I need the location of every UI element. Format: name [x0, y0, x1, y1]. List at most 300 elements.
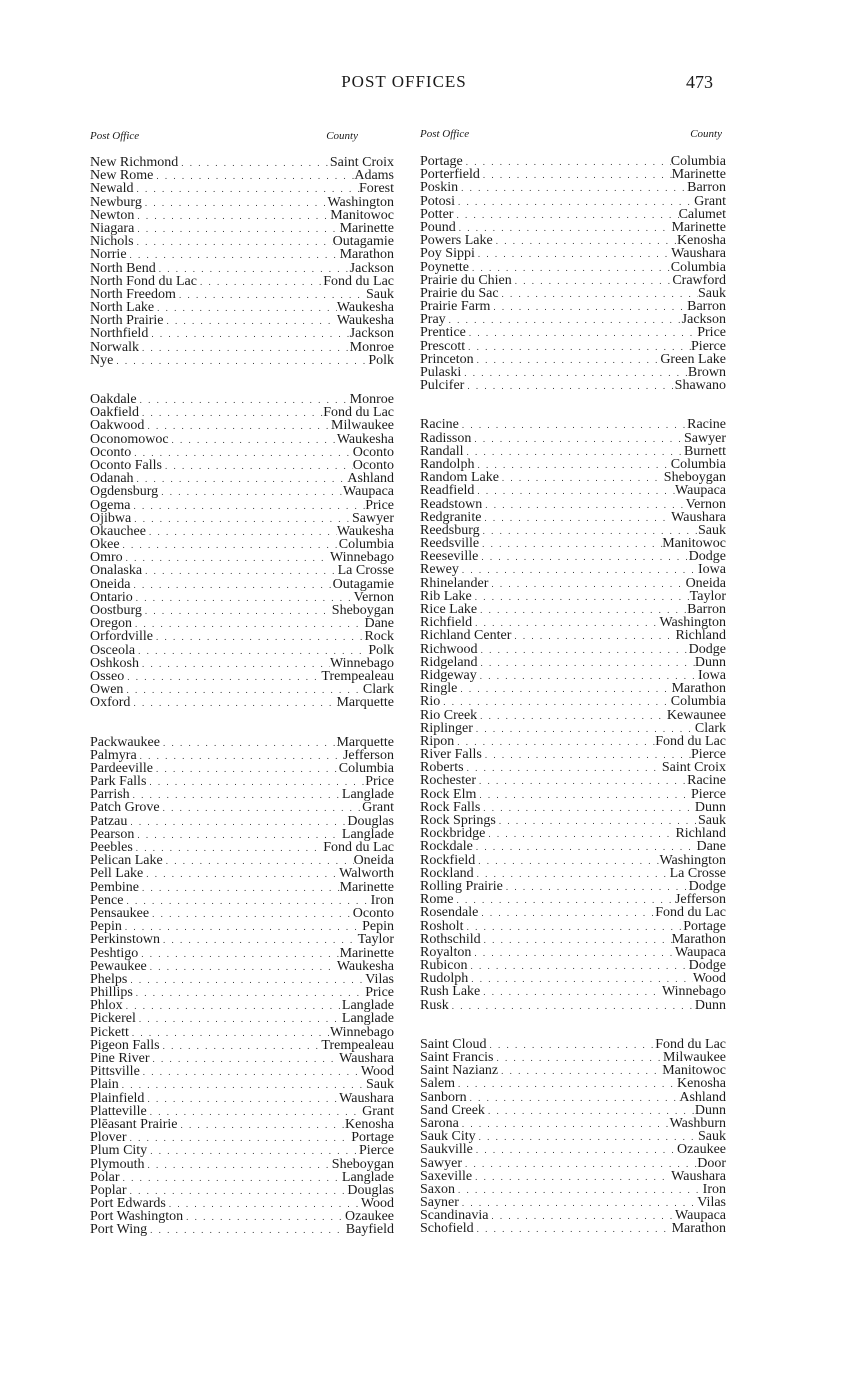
county-name: Sawyer	[684, 431, 726, 445]
post-office-name: Prairie du Chien	[420, 273, 512, 287]
post-office-entry	[90, 499, 394, 512]
dot-leader	[139, 658, 330, 670]
post-office-entry	[90, 828, 394, 841]
county-name: Waukesha	[336, 959, 394, 973]
post-office-entry	[90, 933, 394, 946]
county-name: Marathon	[671, 932, 726, 946]
post-office-entry	[420, 524, 726, 537]
post-office-name: Ogdensburg	[90, 485, 159, 499]
post-office-entry	[420, 261, 726, 274]
post-office-name: Royalton	[420, 945, 472, 960]
dot-leader	[462, 1158, 697, 1170]
post-office-entry	[420, 590, 726, 603]
post-office-name: Rio	[420, 695, 441, 709]
county-name: Vilas	[365, 972, 394, 987]
dot-leader	[130, 697, 336, 709]
county-name: Polk	[368, 353, 394, 367]
right-column	[420, 155, 726, 1236]
post-office-name: Rudolph	[420, 972, 469, 986]
county-name: Marathon	[671, 1222, 726, 1236]
dot-leader	[136, 1013, 342, 1025]
post-office-name: Saint Cloud	[420, 1037, 487, 1051]
dot-leader	[471, 947, 675, 959]
post-office-name: Oxford	[90, 696, 131, 710]
post-office-entry	[90, 867, 394, 880]
dot-leader	[146, 526, 337, 538]
county-name: Pierce	[691, 787, 726, 801]
post-office-name: Pence	[90, 893, 124, 907]
post-office-name: Sand Creek	[420, 1103, 485, 1117]
county-name: Ozaukee	[677, 1143, 726, 1157]
dot-leader	[459, 419, 687, 431]
page-title: POST OFFICES	[341, 72, 467, 91]
post-office-name: Ojibwa	[90, 511, 132, 525]
post-office-entry	[90, 736, 394, 749]
post-office-name: Owen	[90, 683, 124, 697]
dot-leader	[476, 775, 687, 787]
post-office-name: Pardeeville	[90, 761, 153, 776]
post-office-entry	[420, 1196, 726, 1209]
post-office-name: Port Wing	[90, 1223, 148, 1237]
dot-leader	[149, 908, 353, 920]
post-office-entry	[90, 894, 394, 907]
post-office-entry	[420, 155, 726, 168]
county-name: Sauk	[698, 1130, 726, 1144]
dot-leader	[160, 1040, 322, 1052]
post-office-entry	[90, 986, 394, 999]
post-office-name: Palmyra	[90, 748, 137, 762]
post-office-name: Orfordville	[90, 630, 153, 644]
post-office-name: North Freedom	[90, 287, 176, 302]
post-office-entry	[420, 801, 726, 814]
post-office-name: Newald	[90, 182, 134, 196]
county-name: Fond du Lac	[655, 906, 726, 920]
post-office-name: Potter	[420, 207, 454, 221]
county-name: Sawyer	[352, 511, 394, 525]
dot-leader	[135, 645, 368, 657]
dot-leader	[467, 1092, 680, 1104]
county-name: Sauk	[698, 286, 726, 301]
county-name: Richland	[675, 827, 726, 841]
dot-leader	[138, 948, 339, 960]
county-name: Bayfield	[345, 1223, 394, 1237]
post-office-name: North Prairie	[90, 314, 164, 328]
post-office-entry	[90, 341, 394, 354]
post-office-entry	[90, 973, 394, 986]
post-office-name: Oakwood	[90, 419, 145, 433]
post-office-name: Rock Elm	[420, 787, 477, 801]
dot-leader	[480, 525, 698, 537]
county-name: Kewaunee	[666, 708, 726, 722]
county-name: Washburn	[669, 1116, 726, 1131]
post-office-name: Parrish	[90, 788, 130, 802]
post-office-name: Oshkosh	[90, 656, 140, 670]
post-office-entry	[420, 353, 726, 366]
county-name: Waushara	[671, 510, 726, 524]
post-office-name: Ridgeland	[420, 655, 478, 669]
post-office-entry	[90, 1092, 394, 1105]
county-name: Dunn	[694, 800, 726, 814]
county-name: Waupaca	[343, 485, 394, 499]
county-name: Burnett	[684, 444, 726, 458]
post-office-entry	[90, 907, 394, 920]
dot-leader	[133, 592, 354, 604]
post-office-name: Patch Grove	[90, 801, 160, 815]
dot-leader	[459, 564, 698, 576]
county-name: Iron	[702, 1182, 726, 1197]
county-name: Clark	[694, 721, 726, 735]
county-name: Douglas	[347, 1183, 394, 1198]
county-name: Ashland	[347, 472, 394, 486]
post-office-entry	[420, 788, 726, 801]
post-office-name: Scandinavia	[420, 1209, 489, 1223]
dot-leader	[169, 434, 337, 446]
post-office-name: Riplinger	[420, 721, 473, 735]
post-office-entry	[420, 563, 726, 576]
county-name: Waushara	[339, 1052, 394, 1066]
post-office-name: Pulaski	[420, 366, 462, 380]
post-office-entry	[90, 630, 394, 643]
dot-leader	[478, 551, 688, 563]
dot-leader	[123, 684, 362, 696]
dot-leader	[440, 696, 671, 708]
county-name: Dunn	[694, 998, 726, 1012]
dot-leader	[123, 1000, 342, 1012]
dot-leader	[464, 446, 684, 458]
dot-leader	[446, 314, 682, 326]
dot-leader	[158, 486, 343, 498]
post-office-entry	[420, 287, 726, 300]
dot-leader	[133, 842, 323, 854]
post-office-entry	[420, 920, 726, 933]
dot-leader	[454, 736, 655, 748]
dot-leader	[476, 789, 691, 801]
post-office-entry	[90, 801, 394, 814]
county-name: Columbia	[670, 260, 726, 274]
dot-leader	[455, 1078, 677, 1090]
post-office-entry	[420, 748, 726, 761]
post-office-name: Randolph	[420, 457, 475, 472]
post-office-entry	[90, 446, 394, 459]
dot-leader	[139, 882, 340, 894]
county-name: Waukesha	[336, 432, 394, 446]
county-name: Waukesha	[336, 524, 394, 539]
dot-leader	[150, 1053, 340, 1065]
post-office-entry	[90, 512, 394, 525]
post-office-name: Sawyer	[420, 1156, 462, 1170]
post-office-name: Norrie	[90, 248, 127, 262]
post-office-entry	[420, 1143, 726, 1156]
county-name: Sauk	[366, 1078, 394, 1092]
post-office-entry	[420, 550, 726, 563]
dot-leader	[142, 605, 332, 617]
dot-leader	[120, 1172, 342, 1184]
post-office-name: Rockdale	[420, 840, 473, 854]
post-office-entry	[420, 854, 726, 867]
dot-leader	[130, 789, 342, 801]
post-office-name: Omro	[90, 551, 123, 565]
county-name: Winnebago	[662, 985, 726, 999]
post-office-entry	[90, 788, 394, 801]
post-office-entry	[420, 471, 726, 484]
dot-leader	[140, 1066, 361, 1078]
dot-leader	[481, 512, 671, 524]
post-office-name: Rice Lake	[420, 603, 478, 617]
county-name: Dunn	[694, 655, 726, 669]
county-name: Manitowoc	[330, 208, 394, 222]
county-name: Richland	[675, 629, 726, 643]
dot-leader	[474, 354, 661, 366]
post-office-name: Sauk City	[420, 1130, 476, 1144]
post-office-entry	[420, 221, 726, 234]
county-name: Rock	[364, 630, 394, 644]
dot-leader	[130, 500, 365, 512]
county-name: Pierce	[359, 1144, 394, 1158]
dot-leader	[129, 1027, 330, 1039]
post-office-name: Oregon	[90, 617, 132, 631]
county-name: Ashland	[679, 1090, 726, 1104]
county-name: Dodge	[688, 550, 726, 564]
post-office-entry	[420, 933, 726, 946]
post-office-entry	[420, 735, 726, 748]
post-office-name: Rolling Prairie	[420, 879, 503, 894]
county-name: Manitowoc	[662, 537, 726, 551]
post-office-name: Sarona	[420, 1116, 459, 1131]
dot-leader	[134, 183, 359, 195]
dot-leader	[144, 1159, 331, 1171]
post-office-name: Rosendale	[420, 906, 479, 920]
post-office-name: Prairie Farm	[420, 300, 491, 314]
dot-leader	[123, 895, 370, 907]
county-name: Grant	[362, 1104, 394, 1118]
dot-leader	[131, 447, 353, 459]
post-office-name: Platteville	[90, 1104, 147, 1118]
post-office-name: Patzau	[90, 814, 128, 828]
dot-leader	[475, 855, 659, 867]
dot-leader	[137, 394, 350, 406]
dot-leader	[473, 841, 697, 853]
post-office-entry	[420, 484, 726, 497]
post-office-name: Odanah	[90, 472, 134, 486]
post-office-entry	[420, 656, 726, 669]
dot-leader	[127, 1132, 352, 1144]
post-office-name: North Bend	[90, 261, 156, 275]
dot-leader	[464, 762, 662, 774]
county-name: Marquette	[336, 696, 394, 710]
post-office-name: Reedsville	[420, 537, 480, 551]
post-office-name: Powers Lake	[420, 234, 493, 248]
post-office-entry	[90, 1052, 394, 1065]
dot-leader	[153, 170, 354, 182]
post-office-name: Rush Lake	[420, 985, 481, 999]
dot-leader	[477, 710, 667, 722]
dot-leader	[480, 986, 662, 998]
post-office-name: Saxeville	[420, 1169, 473, 1183]
post-office-entry	[420, 195, 726, 208]
county-name: Kenosha	[677, 1077, 726, 1091]
post-office-name: Pearson	[90, 827, 135, 841]
dot-leader	[176, 289, 366, 301]
dot-leader	[134, 223, 339, 235]
post-office-name: Richfield	[420, 616, 473, 630]
county-name: Milwaukee	[331, 419, 394, 433]
county-name: Adams	[354, 169, 394, 183]
post-office-entry	[90, 1210, 394, 1223]
post-office-entry	[420, 827, 726, 840]
post-office-entry	[420, 445, 726, 458]
post-office-entry	[420, 709, 726, 722]
dot-leader	[130, 579, 332, 591]
post-office-entry	[420, 247, 726, 260]
post-office-entry	[420, 168, 726, 181]
post-office-entry	[420, 313, 726, 326]
dot-leader	[473, 723, 695, 735]
post-office-entry	[90, 182, 394, 195]
post-office-entry	[420, 379, 726, 392]
dot-leader	[453, 894, 674, 906]
post-office-entry	[90, 947, 394, 960]
post-office-entry	[420, 208, 726, 221]
county-name: Pierce	[691, 748, 726, 762]
county-name: Fond du Lac	[655, 1037, 726, 1051]
post-office-name: Ridgeway	[420, 668, 477, 683]
post-office-name: Prescott	[420, 339, 466, 353]
county-name: Washington	[327, 195, 394, 209]
post-office-name: Reeseville	[420, 550, 479, 564]
post-office-entry	[90, 670, 394, 683]
post-office-entry	[420, 498, 726, 511]
post-office-name: Sanborn	[420, 1090, 467, 1104]
county-name: Winnebago	[330, 656, 394, 670]
post-office-name: Northfield	[90, 327, 149, 341]
dot-leader	[511, 630, 675, 642]
post-office-entry	[420, 1091, 726, 1104]
post-office-entry	[90, 262, 394, 275]
post-office-name: Randall	[420, 444, 464, 458]
post-office-name: Peebles	[90, 841, 133, 855]
county-name: Langlade	[341, 1012, 394, 1026]
county-name: Waushara	[671, 1169, 726, 1183]
post-office-name: Richwood	[420, 642, 478, 656]
dot-leader	[160, 802, 363, 814]
post-office-name: Rib Lake	[420, 589, 472, 603]
dot-leader	[127, 816, 347, 828]
post-office-name: Rockbridge	[420, 827, 486, 841]
post-office-entry	[90, 406, 394, 419]
post-office-entry	[420, 774, 726, 787]
post-office-entry	[420, 893, 726, 906]
dot-leader	[131, 513, 352, 525]
post-office-name: Phelps	[90, 972, 128, 987]
page-header	[0, 72, 859, 98]
left-column-headers	[90, 130, 358, 146]
post-office-entry	[420, 326, 726, 339]
county-name: Oneida	[685, 576, 726, 590]
post-office-entry	[90, 459, 394, 472]
county-name: Barron	[687, 181, 726, 195]
county-name: Langlade	[341, 788, 394, 802]
dot-leader	[471, 433, 684, 445]
post-office-entry	[420, 300, 726, 313]
dot-leader	[498, 1065, 662, 1077]
county-name: Marinette	[339, 221, 394, 236]
post-office-entry	[420, 458, 726, 471]
county-name: Shawano	[674, 379, 726, 393]
post-office-entry	[90, 314, 394, 327]
post-office-entry	[420, 432, 726, 445]
dot-leader	[459, 1197, 697, 1209]
post-office-entry	[420, 880, 726, 893]
dot-leader	[469, 262, 671, 274]
county-name: Fond du Lac	[323, 841, 394, 855]
post-office-entry	[420, 1051, 726, 1064]
dot-leader	[156, 263, 350, 275]
post-office-name: Schofield	[420, 1222, 474, 1236]
dot-leader	[477, 604, 687, 616]
post-office-entry	[420, 418, 726, 431]
county-name: Sauk	[366, 287, 394, 302]
county-name: Columbia	[338, 538, 394, 552]
dot-leader	[479, 538, 662, 550]
post-office-name: Rothschild	[420, 932, 481, 946]
dot-leader	[162, 460, 353, 472]
county-name: Dane	[364, 617, 394, 631]
dot-leader	[113, 355, 368, 367]
post-office-name: Plain	[90, 1078, 119, 1092]
county-name: Sheboygan	[331, 1157, 394, 1171]
post-office-name: Random Lake	[420, 471, 499, 485]
dot-leader	[490, 301, 687, 313]
dot-leader	[485, 1105, 695, 1117]
county-name: Calumet	[678, 207, 726, 221]
post-office-entry	[90, 525, 394, 538]
post-office-name: Readstown	[420, 497, 483, 511]
dot-leader	[503, 881, 689, 893]
post-office-entry	[90, 472, 394, 485]
county-name: Sauk	[698, 814, 726, 828]
post-office-entry	[90, 775, 394, 788]
post-office-name: Newburg	[90, 195, 142, 209]
post-office-name: Pigeon Falls	[90, 1038, 160, 1052]
post-office-entry	[420, 643, 726, 656]
post-office-entry	[90, 1118, 394, 1131]
post-office-name: Radisson	[420, 431, 472, 445]
county-name: Trempealeau	[321, 669, 394, 684]
post-office-name: Prairie du Sac	[420, 286, 499, 301]
post-office-name: Ringle	[420, 682, 458, 696]
dot-leader	[461, 367, 688, 379]
county-name: Price	[365, 498, 394, 512]
dot-leader	[457, 683, 671, 695]
dot-leader	[472, 617, 659, 629]
post-office-entry	[420, 1117, 726, 1130]
county-name: Waukesha	[336, 301, 394, 315]
post-office-name: Oakfield	[90, 406, 139, 420]
county-name: Pierce	[691, 339, 726, 353]
post-office-name: Oconto Falls	[90, 458, 162, 473]
county-name: Trempealeau	[321, 1038, 394, 1052]
post-office-entry	[90, 578, 394, 591]
right-column-headers	[420, 128, 722, 144]
county-name: Dodge	[688, 642, 726, 656]
dot-leader	[160, 737, 337, 749]
dot-leader	[474, 1223, 672, 1235]
post-office-name: Perkinstown	[90, 933, 160, 947]
post-office-name: Oakdale	[90, 393, 137, 407]
dot-leader	[480, 802, 695, 814]
post-office-name: Peshtigo	[90, 946, 139, 960]
county-name: Marathon	[671, 682, 726, 696]
